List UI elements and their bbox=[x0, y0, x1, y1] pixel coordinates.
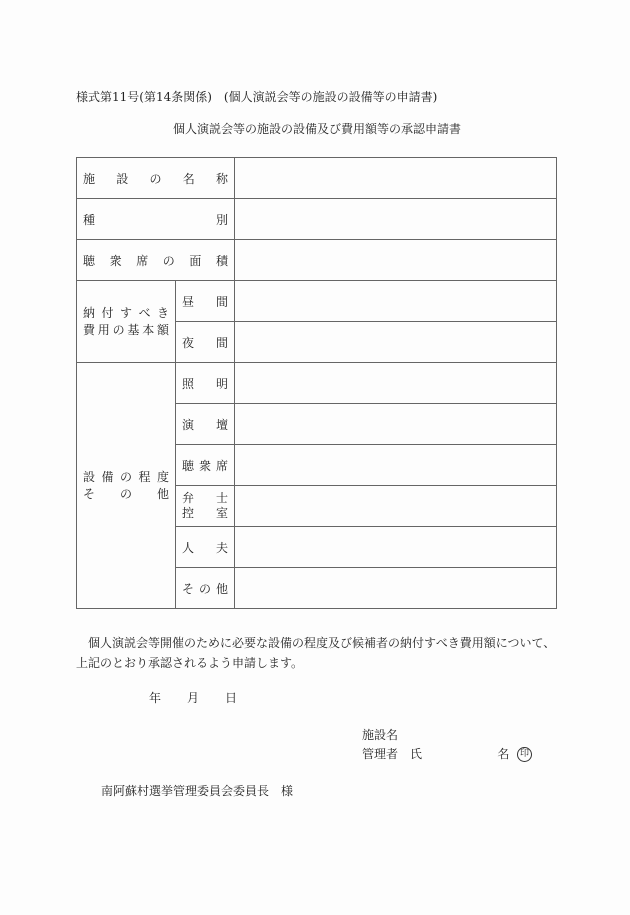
value-daytime[interactable] bbox=[235, 281, 557, 322]
label-char: 付 bbox=[101, 305, 114, 320]
label-char: 聴 bbox=[182, 458, 195, 473]
row-audience-area bbox=[77, 240, 557, 281]
label-char: 備 bbox=[101, 469, 114, 484]
label-char: べ bbox=[138, 305, 151, 320]
label-char: の bbox=[162, 253, 175, 268]
label-char: 納 bbox=[83, 305, 96, 320]
label-char: 夜 bbox=[182, 335, 195, 350]
date-day: 日 bbox=[225, 691, 238, 705]
label-char: 間 bbox=[216, 335, 229, 350]
label-audience-seats bbox=[176, 445, 235, 486]
label-podium bbox=[176, 404, 235, 445]
value-audience-area[interactable] bbox=[235, 240, 557, 281]
label-char: の bbox=[119, 486, 132, 501]
label-audience-area bbox=[77, 240, 235, 281]
label-char: 席 bbox=[136, 253, 149, 268]
label-equipment bbox=[77, 363, 176, 609]
row-lighting bbox=[77, 363, 557, 404]
label-char: 士 bbox=[216, 491, 229, 505]
label-char: 夫 bbox=[216, 540, 229, 555]
date-month: 月 bbox=[187, 691, 200, 705]
label-char: 室 bbox=[216, 506, 229, 520]
addressee: 南阿蘇村選挙管理委員会委員長 様 bbox=[101, 784, 294, 798]
label-lighting bbox=[176, 363, 235, 404]
label-laborers bbox=[176, 527, 235, 568]
document-title: 個人演説会等の施設の設備及び費用額等の承認申請書 bbox=[173, 122, 462, 136]
label-speaker-room bbox=[176, 486, 235, 527]
value-speaker-room[interactable] bbox=[235, 486, 557, 527]
label-type bbox=[77, 199, 235, 240]
label-facility-name bbox=[77, 158, 235, 199]
label-char: 別 bbox=[216, 212, 229, 227]
label-char: 程 bbox=[138, 469, 151, 484]
label-char: そ bbox=[182, 581, 195, 596]
label-char: そ bbox=[83, 486, 96, 501]
value-other[interactable] bbox=[235, 568, 557, 609]
value-night[interactable] bbox=[235, 322, 557, 363]
label-char: 設 bbox=[116, 171, 129, 186]
label-char: 照 bbox=[182, 376, 195, 391]
label-char: 席 bbox=[216, 458, 229, 473]
label-char: 間 bbox=[216, 294, 229, 309]
label-other bbox=[176, 568, 235, 609]
label-char: 他 bbox=[156, 486, 169, 501]
row-fee-daytime bbox=[77, 281, 557, 322]
label-char: 壇 bbox=[216, 417, 229, 432]
label-char: 本 bbox=[142, 322, 155, 337]
facility-name-label: 施設名 bbox=[362, 728, 399, 742]
label-char: 名 bbox=[182, 171, 195, 186]
label-char: の bbox=[149, 171, 162, 186]
value-laborers[interactable] bbox=[235, 527, 557, 568]
value-facility-name[interactable] bbox=[235, 158, 557, 199]
form-number: 様式第11号(第14条関係) (個人演説会等の施設の設備等の申請書) bbox=[76, 90, 438, 104]
value-type[interactable] bbox=[235, 199, 557, 240]
label-char: 度 bbox=[156, 469, 169, 484]
application-table bbox=[76, 157, 557, 609]
date-line bbox=[149, 689, 237, 706]
row-facility-name bbox=[77, 158, 557, 199]
label-char: 控 bbox=[182, 506, 195, 520]
label-char: 昼 bbox=[182, 294, 195, 309]
label-char: 他 bbox=[216, 581, 229, 596]
label-char: の bbox=[119, 469, 132, 484]
label-char: 聴 bbox=[83, 253, 96, 268]
manager-line bbox=[362, 745, 532, 762]
label-char: き bbox=[156, 305, 169, 320]
label-char: 明 bbox=[216, 376, 229, 391]
label-char: 積 bbox=[215, 253, 228, 268]
manager-label: 管理者 氏 bbox=[362, 747, 423, 761]
label-char: 基 bbox=[127, 322, 140, 337]
label-char: 称 bbox=[216, 171, 229, 186]
label-basic-fee bbox=[77, 281, 176, 363]
date-year: 年 bbox=[149, 691, 162, 705]
label-char: 演 bbox=[182, 417, 195, 432]
label-char: 施 bbox=[83, 171, 96, 186]
label-char: 衆 bbox=[109, 253, 122, 268]
value-lighting[interactable] bbox=[235, 363, 557, 404]
label-char: す bbox=[119, 305, 132, 320]
label-night bbox=[176, 322, 235, 363]
application-statement: 個人演説会等開催のために必要な設備の程度及び候補者の納付すべき費用額について、上記のとおり承認されるよう申請します。 bbox=[76, 636, 556, 670]
label-char: の bbox=[199, 581, 212, 596]
label-char: 弁 bbox=[182, 491, 195, 505]
label-char: 費 bbox=[83, 322, 96, 337]
row-type bbox=[77, 199, 557, 240]
label-char: 人 bbox=[182, 540, 195, 555]
value-audience-seats[interactable] bbox=[235, 445, 557, 486]
label-char: 面 bbox=[189, 253, 202, 268]
label-daytime bbox=[176, 281, 235, 322]
label-char: 衆 bbox=[199, 458, 212, 473]
seal-icon: 印 bbox=[517, 747, 532, 762]
value-podium[interactable] bbox=[235, 404, 557, 445]
label-char: 用 bbox=[97, 322, 110, 337]
name-label: 名 bbox=[497, 747, 510, 761]
label-char: の bbox=[112, 322, 125, 337]
label-char: 額 bbox=[156, 322, 169, 337]
label-char: 種 bbox=[83, 212, 96, 227]
label-char: 設 bbox=[83, 469, 96, 484]
